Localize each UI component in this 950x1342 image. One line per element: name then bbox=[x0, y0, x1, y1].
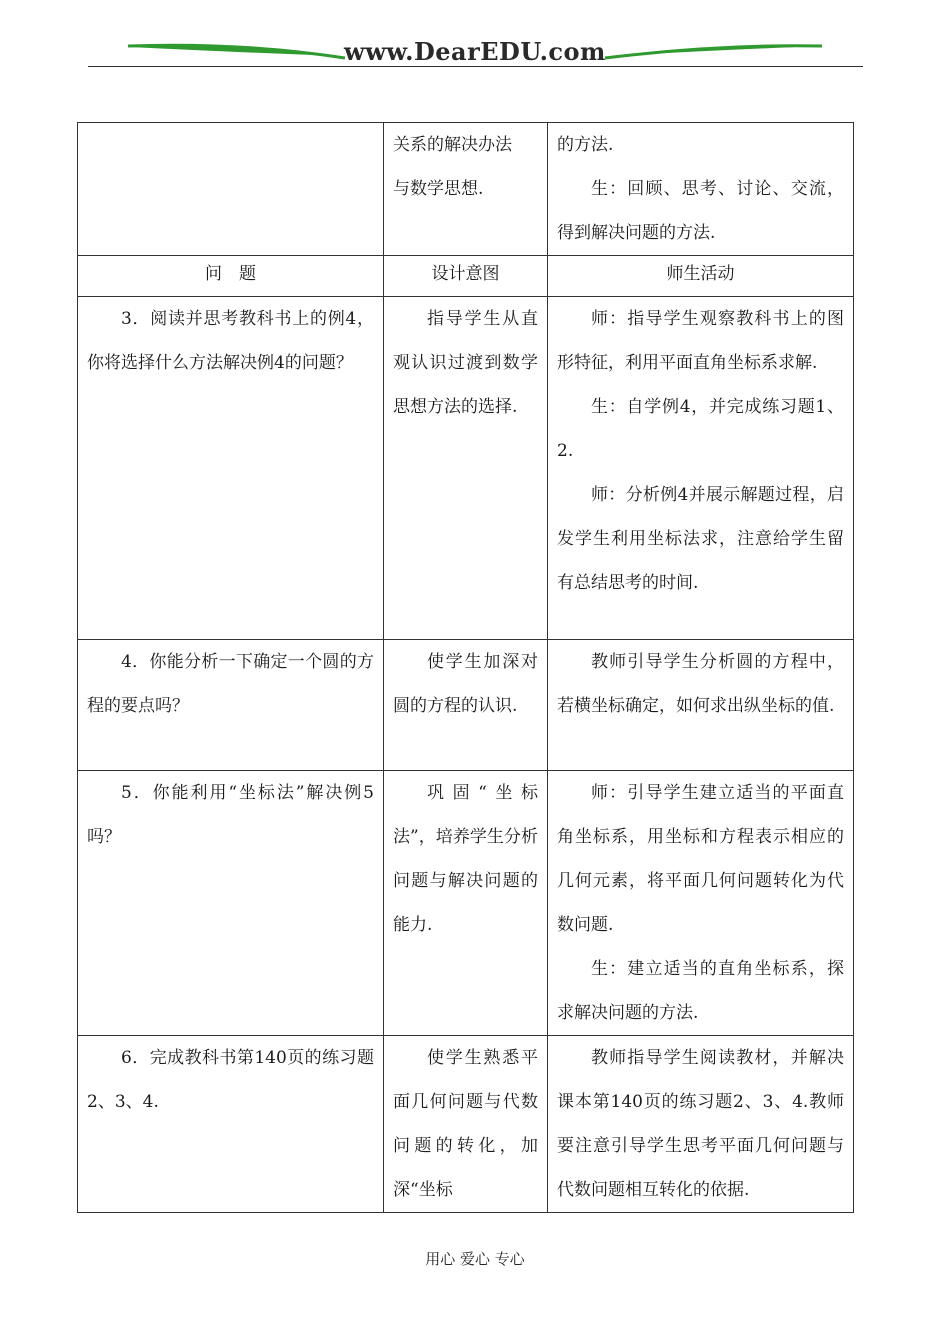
activity-cell bbox=[548, 771, 854, 1036]
activity-text: 师：分析例4并展示解题过程，启发学生利用坐标法求，注意给学生留有总结思考的时间. bbox=[557, 485, 844, 593]
question-text: 6．完成教科书第140页的练习题2、3、4. bbox=[87, 1048, 374, 1112]
question-text: 3．阅读并思考教科书上的例4，你将选择什么方法解决例4的问题？ bbox=[87, 309, 374, 373]
header-question: 问 题 bbox=[78, 256, 384, 297]
activity-text: 师：引导学生建立适当的平面直角坐标系，用坐标和方程表示相应的几何元素，将平面几何问题转化为代数问题. bbox=[557, 783, 844, 935]
activity-text: 的方法. bbox=[557, 135, 614, 155]
activity-text: 教师引导学生分析圆的方程中，若横坐标确定，如何求出纵坐标的值. bbox=[557, 652, 844, 716]
design-text: 使学生加深对圆的方程的认识. bbox=[393, 652, 538, 716]
design-text: 与数学思想. bbox=[393, 179, 484, 199]
design-cell bbox=[384, 640, 548, 771]
design-text: 巩固“坐标法”，培养学生分析问题与解决问题的能力. bbox=[393, 783, 538, 935]
design-text: 指导学生从直观认识过渡到数学思想方法的选择. bbox=[393, 309, 538, 417]
activity-text: 生：自学例4，并完成练习题1、2. bbox=[557, 397, 844, 461]
design-cell bbox=[384, 297, 548, 640]
question-text: 5．你能利用“坐标法”解决例5吗？ bbox=[87, 783, 374, 847]
activity-text: 师：指导学生观察教科书上的图形特征，利用平面直角坐标系求解. bbox=[557, 309, 844, 373]
header-design: 设计意图 bbox=[384, 256, 548, 297]
table-row bbox=[78, 1036, 854, 1213]
design-cell bbox=[384, 123, 548, 256]
question-cell bbox=[78, 297, 384, 640]
activity-cell bbox=[548, 1036, 854, 1213]
header-activity: 师生活动 bbox=[548, 256, 854, 297]
design-text: 使学生熟悉平面几何问题与代数问题的转化，加深“坐标 bbox=[393, 1048, 538, 1200]
activity-text: 生：建立适当的直角坐标系，探求解决问题的方法. bbox=[557, 959, 844, 1023]
page-footer: 用心 爱心 专心 bbox=[425, 1250, 525, 1268]
activity-cell bbox=[548, 640, 854, 771]
table-row bbox=[78, 297, 854, 640]
site-logo-text: www.DearEDU.com bbox=[344, 37, 606, 66]
design-cell bbox=[384, 771, 548, 1036]
question-cell bbox=[78, 1036, 384, 1213]
question-cell bbox=[78, 640, 384, 771]
activity-text: 生：回顾、思考、讨论、交流，得到解决问题的方法. bbox=[557, 179, 844, 243]
header-divider bbox=[88, 66, 863, 67]
design-text: 关系的解决办法 bbox=[393, 135, 512, 155]
activity-text: 教师指导学生阅读教材，并解决课本第140页的练习题2、3、4.教师要注意引导学生思考平面几何问题与代数问题相互转化的依据. bbox=[557, 1048, 844, 1200]
page-header bbox=[0, 0, 950, 80]
question-text: 4．你能分析一下确定一个圆的方程的要点吗？ bbox=[87, 652, 374, 716]
design-cell bbox=[384, 1036, 548, 1213]
activity-cell bbox=[548, 297, 854, 640]
question-cell bbox=[78, 771, 384, 1036]
table-row bbox=[78, 771, 854, 1036]
question-cell bbox=[78, 123, 384, 256]
table-header-row bbox=[78, 256, 854, 297]
table-row bbox=[78, 123, 854, 256]
lesson-table bbox=[77, 122, 854, 1213]
table-row bbox=[78, 640, 854, 771]
activity-cell bbox=[548, 123, 854, 256]
